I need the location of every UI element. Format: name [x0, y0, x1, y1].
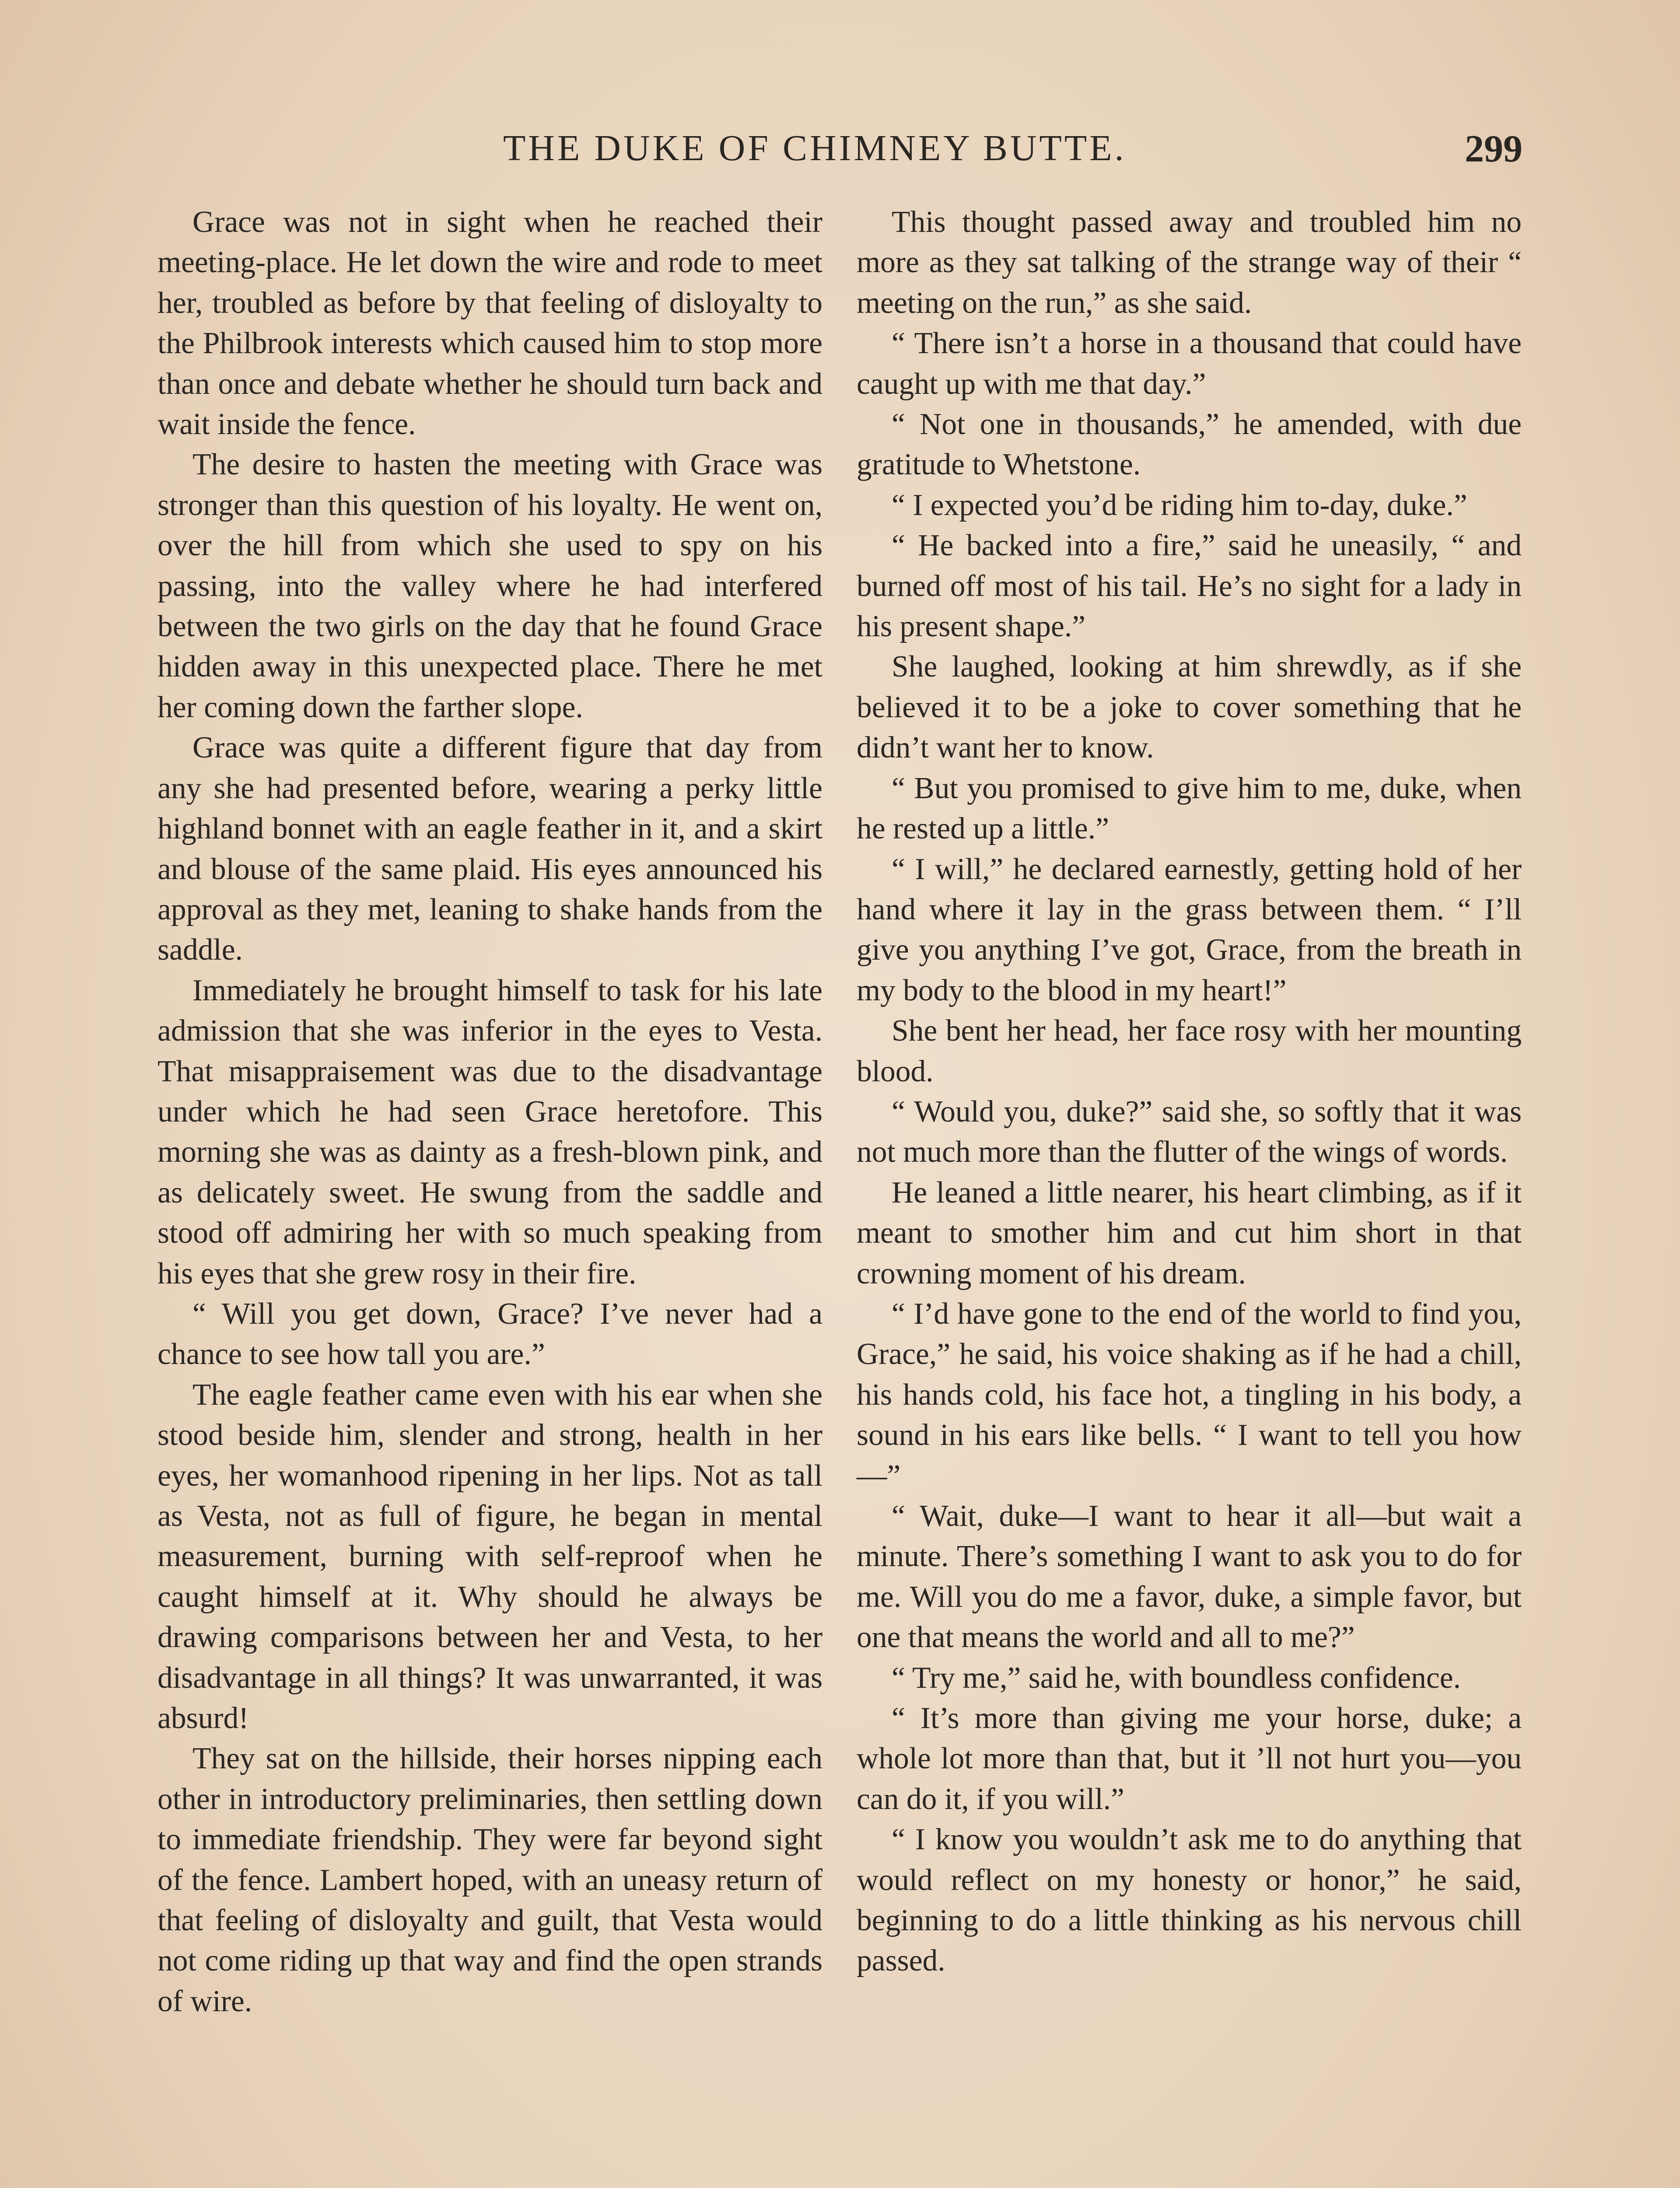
paragraph: The desire to hasten the meeting with Grace was stronger than this question of his loyalty. He went on, over the hill from which she used to spy on his passing, into the valley where he had interfered between the two girls on the day that he found Grace hidden away in this unexpected place. There he met her coming down the farther slope. — [158, 448, 822, 724]
paragraph: “ I know you wouldn’t ask me to do anything that would reflect on my honesty or honor,” he said, beginning to do a little thinking as his nervous chill passed. — [857, 1823, 1522, 1978]
paragraph: Grace was quite a different figure that day from any she had presented before, wearing a perky little highland bonnet with an eagle feather in it, and a skirt and blouse of the same plaid. His eyes announced his approval as they met, leaning to shake hands from the saddle. — [158, 731, 822, 967]
paragraph: “ Try me,” said he, with boundless confidence. — [892, 1661, 1461, 1695]
paragraph: “ It’s more than giving me your horse, duke; a whole lot more than that, but it ’ll not hurt you—you can do it, if you will.” — [857, 1701, 1522, 1816]
paragraph: “ There isn’t a horse in a thousand that could have caught up with me that day.” — [857, 326, 1522, 401]
paragraph: She laughed, looking at him shrewdly, as if she believed it to be a joke to cover something that he didn’t want her to know. — [857, 650, 1522, 765]
paragraph: She bent her head, her face rosy with her mounting blood. — [857, 1014, 1522, 1088]
running-header — [158, 127, 1522, 179]
paragraph: “ I will,” he declared earnestly, getting hold of her hand where it lay in the grass between them. “ I’ll give you anything I’ve got, Grace, from the breath in my body to the blood in my heart!” — [857, 852, 1522, 1007]
running-title: THE DUKE OF CHIMNEY BUTTE. — [503, 128, 1127, 168]
paragraph: “ He backed into a fire,” said he uneasily, “ and burned off most of his tail. He’s no sight for a lady in his present shape.” — [857, 529, 1522, 644]
paragraph: “ Not one in thousands,” he amended, with due gratitude to Whetstone. — [857, 407, 1522, 482]
paragraph: Grace was not in sight when he reached their meeting-place. He let down the wire and rode to meet her, troubled as before by that feeling of disloyalty to the Philbrook interests which caused him to stop more than once and debate whether he should turn back and wait inside the fence. — [158, 205, 822, 442]
paragraph: “ Will you get down, Grace? I’ve never had a chance to see how tall you are.” — [158, 1297, 822, 1371]
page-number: 299 — [1465, 128, 1522, 170]
paragraph: This thought passed away and troubled him no more as they sat talking of the strange way of their “ meeting on the run,” as she said. — [857, 205, 1522, 320]
paragraph: He leaned a little nearer, his heart climbing, as if it meant to smother him and cut him short in that crowning moment of his dream. — [857, 1175, 1522, 1290]
paragraph: “ I expected you’d be riding him to-day, duke.” — [892, 488, 1467, 522]
paragraph: The eagle feather came even with his ear when she stood beside him, slender and strong, health in her eyes, her womanhood ripening in her lips. Not as tall as Vesta, not as full of figure, he began in mental measurement, burning with self-reproof when he caught himself at it. Why should he always be drawing comparisons between her and Vesta, to her disadvantage in all things? It was unwarranted, it was absurd! — [158, 1378, 822, 1736]
paragraph: Immediately he brought himself to task for his late admission that she was inferior in the eyes to Vesta. That misappraisement was due to the disadvantage under which he had seen Grace heretofore. This morning she was as dainty as a fresh-blown pink, and as delicately sweet. He swung from the saddle and stood off admiring her with so much speaking from his eyes that she grew rosy in their fire. — [158, 973, 822, 1290]
paragraph: “ Wait, duke—I want to hear it all—but wait a minute. There’s something I want to ask you to do for me. Will you do me a favor, duke, a simple favor, but one that means the world and all to me?” — [857, 1499, 1522, 1655]
left-column — [158, 202, 822, 2022]
right-column — [857, 202, 1522, 1981]
paragraph: “ Would you, duke?” said she, so softly that it was not much more than the flutter of the wings of words. — [857, 1094, 1522, 1169]
paragraph: “ But you promised to give him to me, duke, when he rested up a little.” — [857, 771, 1522, 846]
paragraph: “ I’d have gone to the end of the world to find you, Grace,” he said, his voice shaking as if he had a chill, his hands cold, his face hot, a tingling in his body, a sound in his ears like bells. “ I want to tell you how—” — [857, 1297, 1522, 1493]
paragraph: They sat on the hillside, their horses nipping each other in introductory preliminaries, then settling down to immediate friendship. They were far beyond sight of the fence. Lambert hoped, with an uneasy return of that feeling of disloyalty and guilt, that Vesta would not come riding up that way and find the open strands of wire. — [158, 1742, 822, 2018]
